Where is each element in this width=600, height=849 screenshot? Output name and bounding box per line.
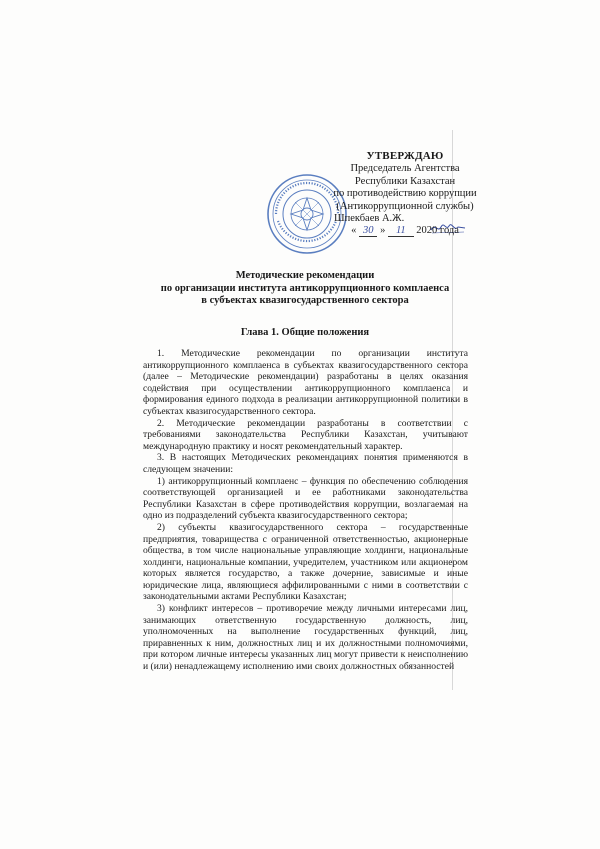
paragraph-3: 3. В настоящих Методических рекомендациях понятия применяются в следующем значении: [143, 452, 468, 475]
approval-date [330, 225, 480, 237]
paragraph-1: 1. Методические рекомендации по организации института антикоррупционного комплаенса в субъектах квазигосударственного сектора (далее – Методические рекомендации) разработаны в целях оказания содействия при осуществлении антикоррупционного комплаенса и формирования единого подхода в реализации антикоррупционной политики в субъектах квазигосударственного сектора. [143, 348, 468, 417]
approval-line-service: (Антикоррупционной службы) [336, 200, 474, 212]
date-day: 30 [359, 225, 378, 237]
title-line-3: в субъектах квазигосударственного сектора [201, 295, 409, 306]
definition-3: 3) конфликт интересов – противоречие между личными интересами лиц, занимающих ответственную государственную должность, лиц, уполномоченных на выполнение государственных функций, лиц, приравненных к ним, должностных лиц и их должностными полномочиями, при котором личные интересы указанных лиц могут привести к неисполнению и (или) ненадлежащему исполнению ими своих должностных обязанностей [143, 603, 468, 673]
document-title [150, 270, 460, 308]
date-year: 2020 года [416, 225, 459, 237]
approval-block [330, 150, 480, 238]
date-quote-open: « [351, 225, 357, 237]
approval-line-position: Председатель Агентства [350, 163, 460, 175]
approval-heading: УТВЕРЖДАЮ [366, 150, 444, 162]
definition-2: 2) субъекты квазигосударственного сектора – государственные предприятия, товарищества с ограниченной ответственностью, акционерные общества, в том числе национальные управляющие холдинги, национальные холдинги, национальные компании, учредителем, участником или акционером которых является государство, а также дочерние, зависимые и иные юридические лица, являющиеся аффилированными с ними в соответствии с законодательными актами Республики Казахстан; [143, 521, 468, 603]
document-body [143, 348, 468, 673]
date-quote-close: » [380, 225, 388, 237]
date-month: 11 [388, 225, 414, 237]
definition-1: 1) антикоррупционный комплаенс – функция по обеспечению соблюдения соответствующей организацией и ее работниками законодательства Республики Казахстан в сфере противодействия коррупции, возлагаемая на одно из подразделений субъекта квазигосударственного сектора; [143, 475, 468, 522]
title-line-2: по организации института антикоррупционного комплаенса [160, 282, 450, 294]
title-line-1: Методические рекомендации [235, 270, 375, 281]
signatory-name: Шпекбаев А.Ж. [334, 213, 405, 225]
chapter-heading: Глава 1. Общие положения [240, 327, 370, 338]
approval-line-agency: по противодействию коррупции [333, 188, 477, 200]
paragraph-2: 2. Методические рекомендации разработаны в соответствии с требованиями законодательства Республики Казахстан, учитывают международную практику и носят рекомендательный характер. [143, 417, 468, 452]
approval-line-country: Республики Казахстан [354, 175, 456, 187]
